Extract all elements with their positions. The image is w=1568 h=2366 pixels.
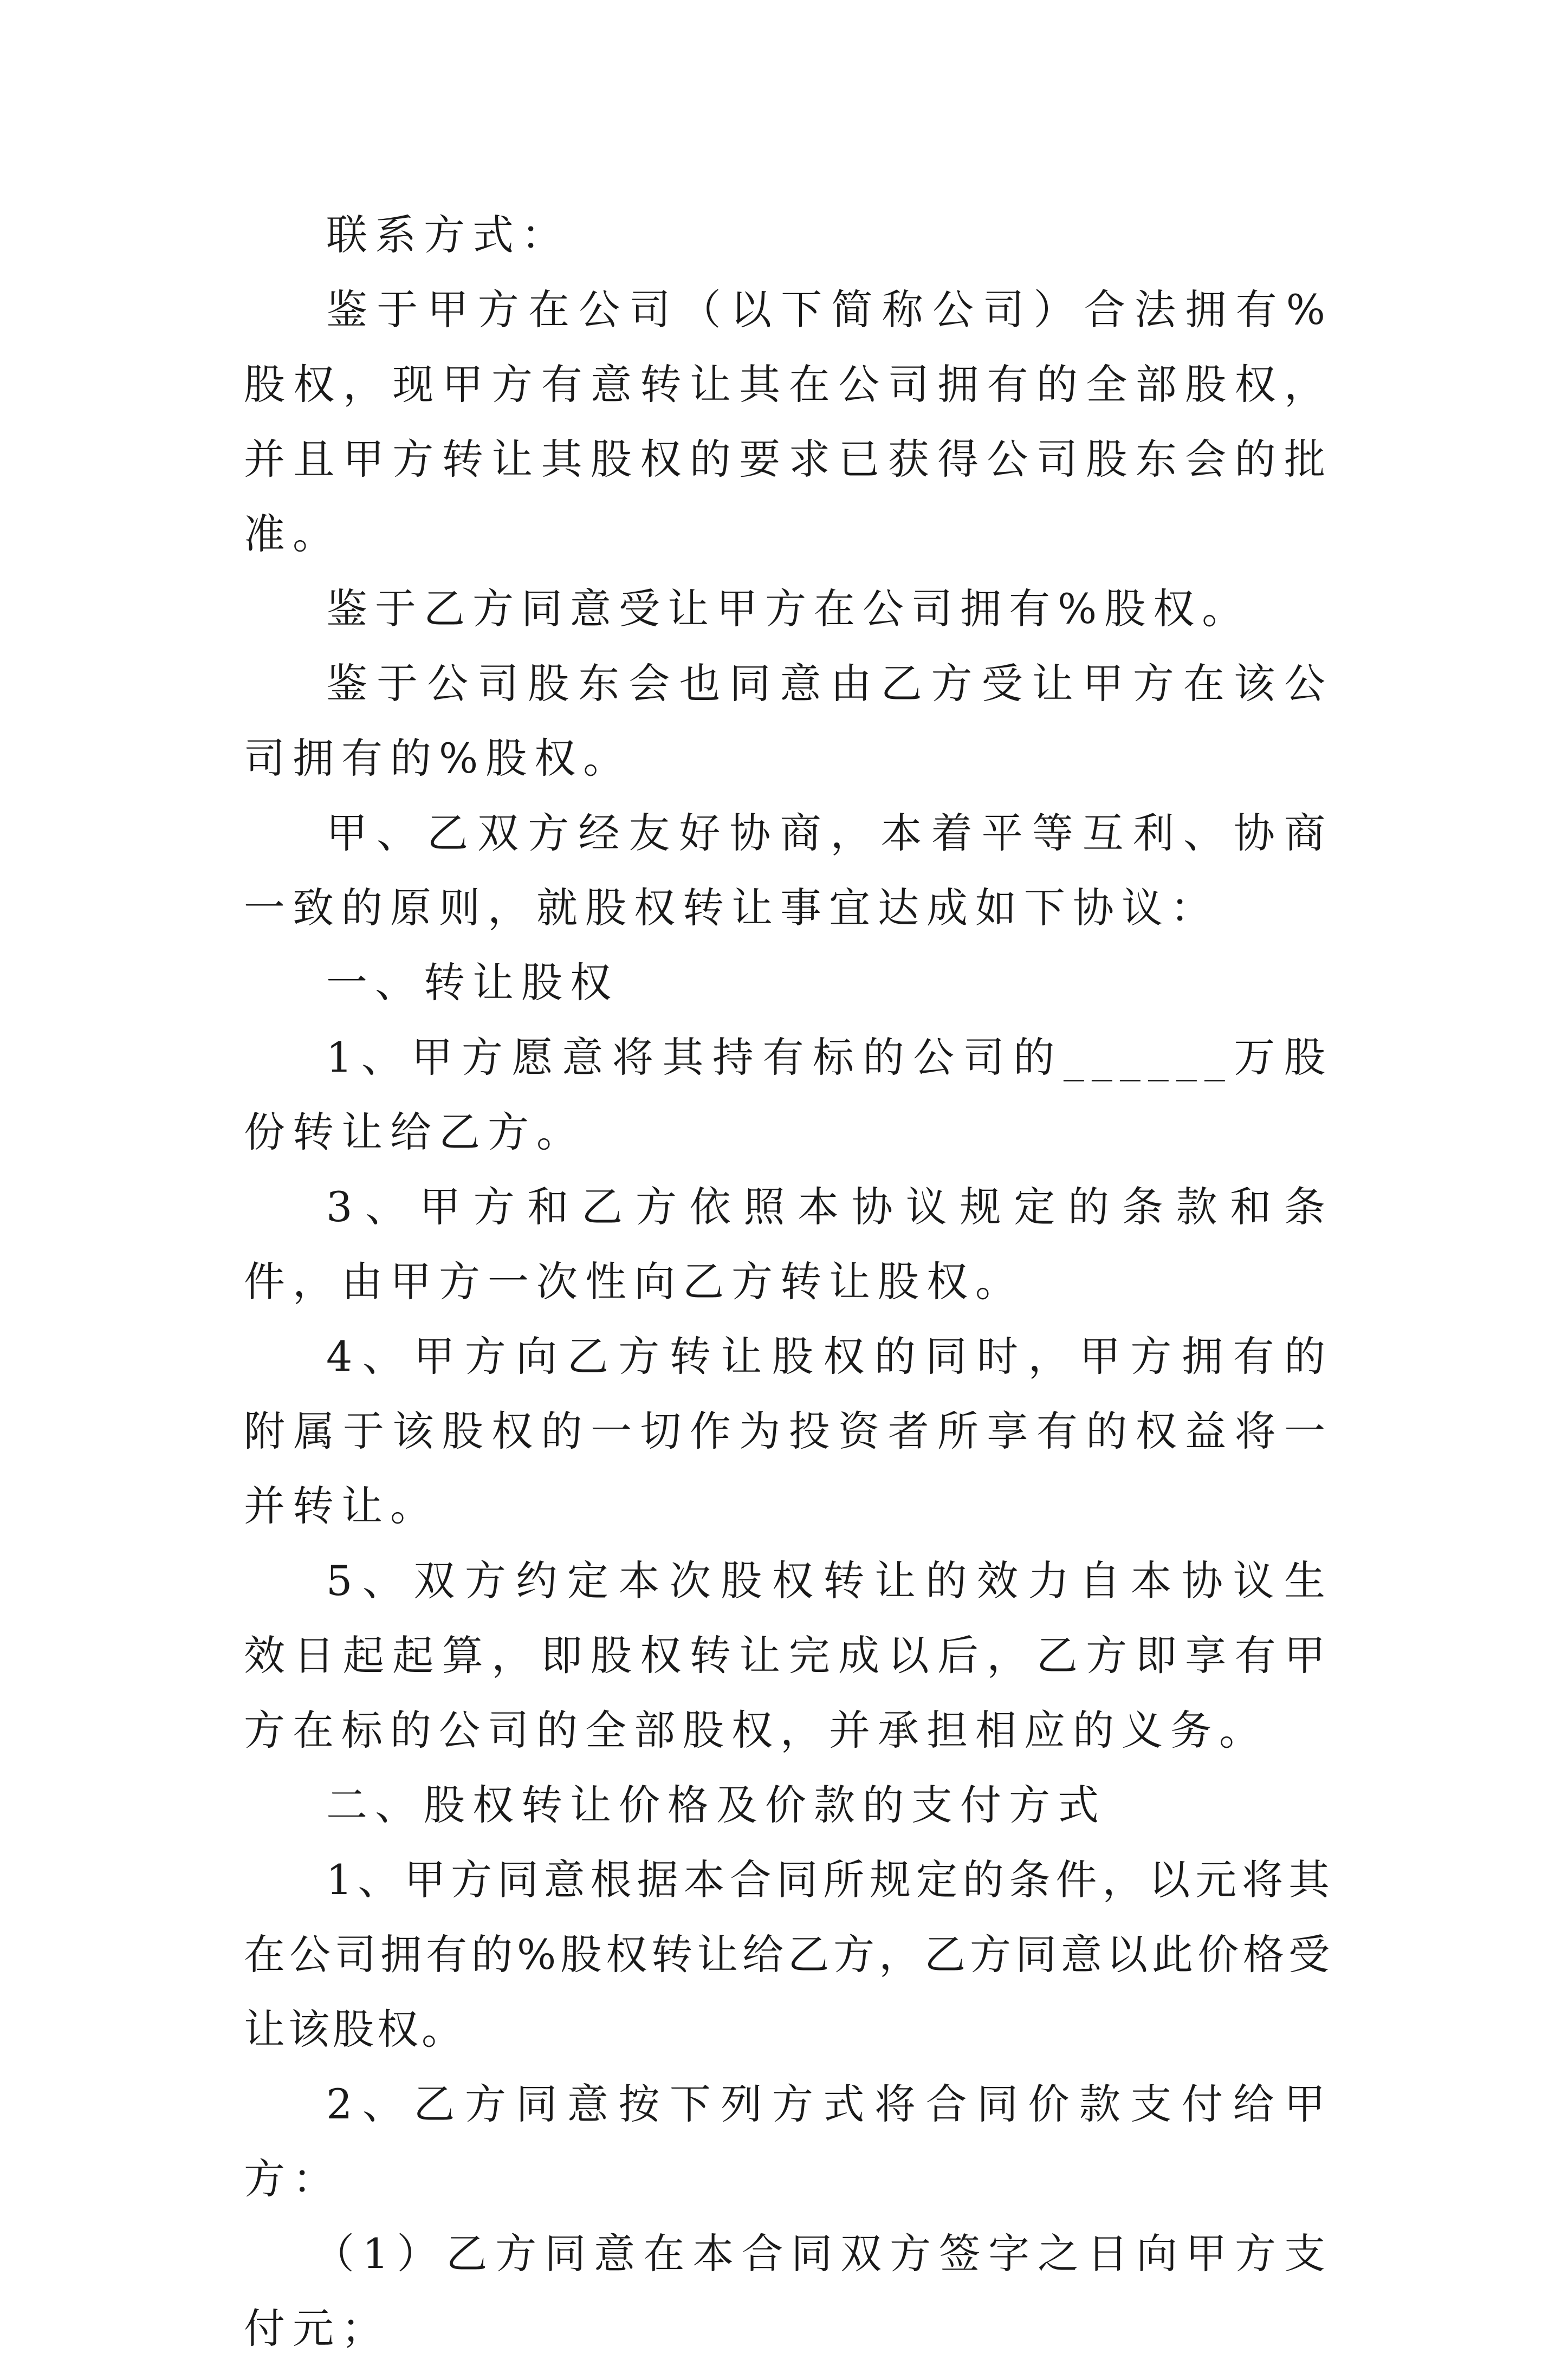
paragraph-whereas-shareholders: 鉴于公司股东会也同意由乙方受让甲方在该公司拥有的%股权。 [244, 659, 1333, 782]
paragraph-agreement-intro: 甲、乙双方经友好协商，本着平等互利、协商一致的原则，就股权转让事宜达成如下协议： [244, 809, 1333, 932]
paragraph-whereas-seller: 鉴于甲方在公司（以下简称公司）合法拥有%股权，现甲方有意转让其在公司拥有的全部股权，并且甲方转让其股权的要求已获得公司股东会的批准。 [244, 286, 1333, 558]
clause-1-4: 4、甲方向乙方转让股权的同时，甲方拥有的附属于该股权的一切作为投资者所享有的权益将一并转让。 [244, 1332, 1333, 1530]
clause-2-2-1: （1）乙方同意在本合同双方签字之日向甲方支付元； [244, 2229, 1333, 2352]
clause-2-1: 1、甲方同意根据本合同所规定的条件，以元将其在公司拥有的%股权转让给乙方，乙方同意以此价格受让该股权。 [244, 1856, 1333, 2053]
clause-1-5: 5、双方约定本次股权转让的效力自本协议生效日起起算，即股权转让完成以后，乙方即享有甲方在标的公司的全部股权，并承担相应的义务。 [244, 1557, 1333, 1754]
paragraph-contact: 联系方式： [326, 211, 570, 259]
clause-1-3: 3、甲方和乙方依照本协议规定的条款和条件，由甲方一次性向乙方转让股权。 [244, 1183, 1333, 1306]
clause-1-1: 1、甲方愿意将其持有标的公司的______万股份转让给乙方。 [244, 1033, 1333, 1156]
paragraph-whereas-buyer: 鉴于乙方同意受让甲方在公司拥有%股权。 [326, 585, 1251, 633]
section-heading-price: 二、股权转让价格及价款的支付方式 [326, 1781, 1106, 1829]
section-heading-transfer: 一、转让股权 [326, 958, 619, 1007]
document-body [244, 198, 1333, 2366]
clause-2-2: 2、乙方同意按下列方式将合同价款支付给甲方： [244, 2080, 1333, 2203]
